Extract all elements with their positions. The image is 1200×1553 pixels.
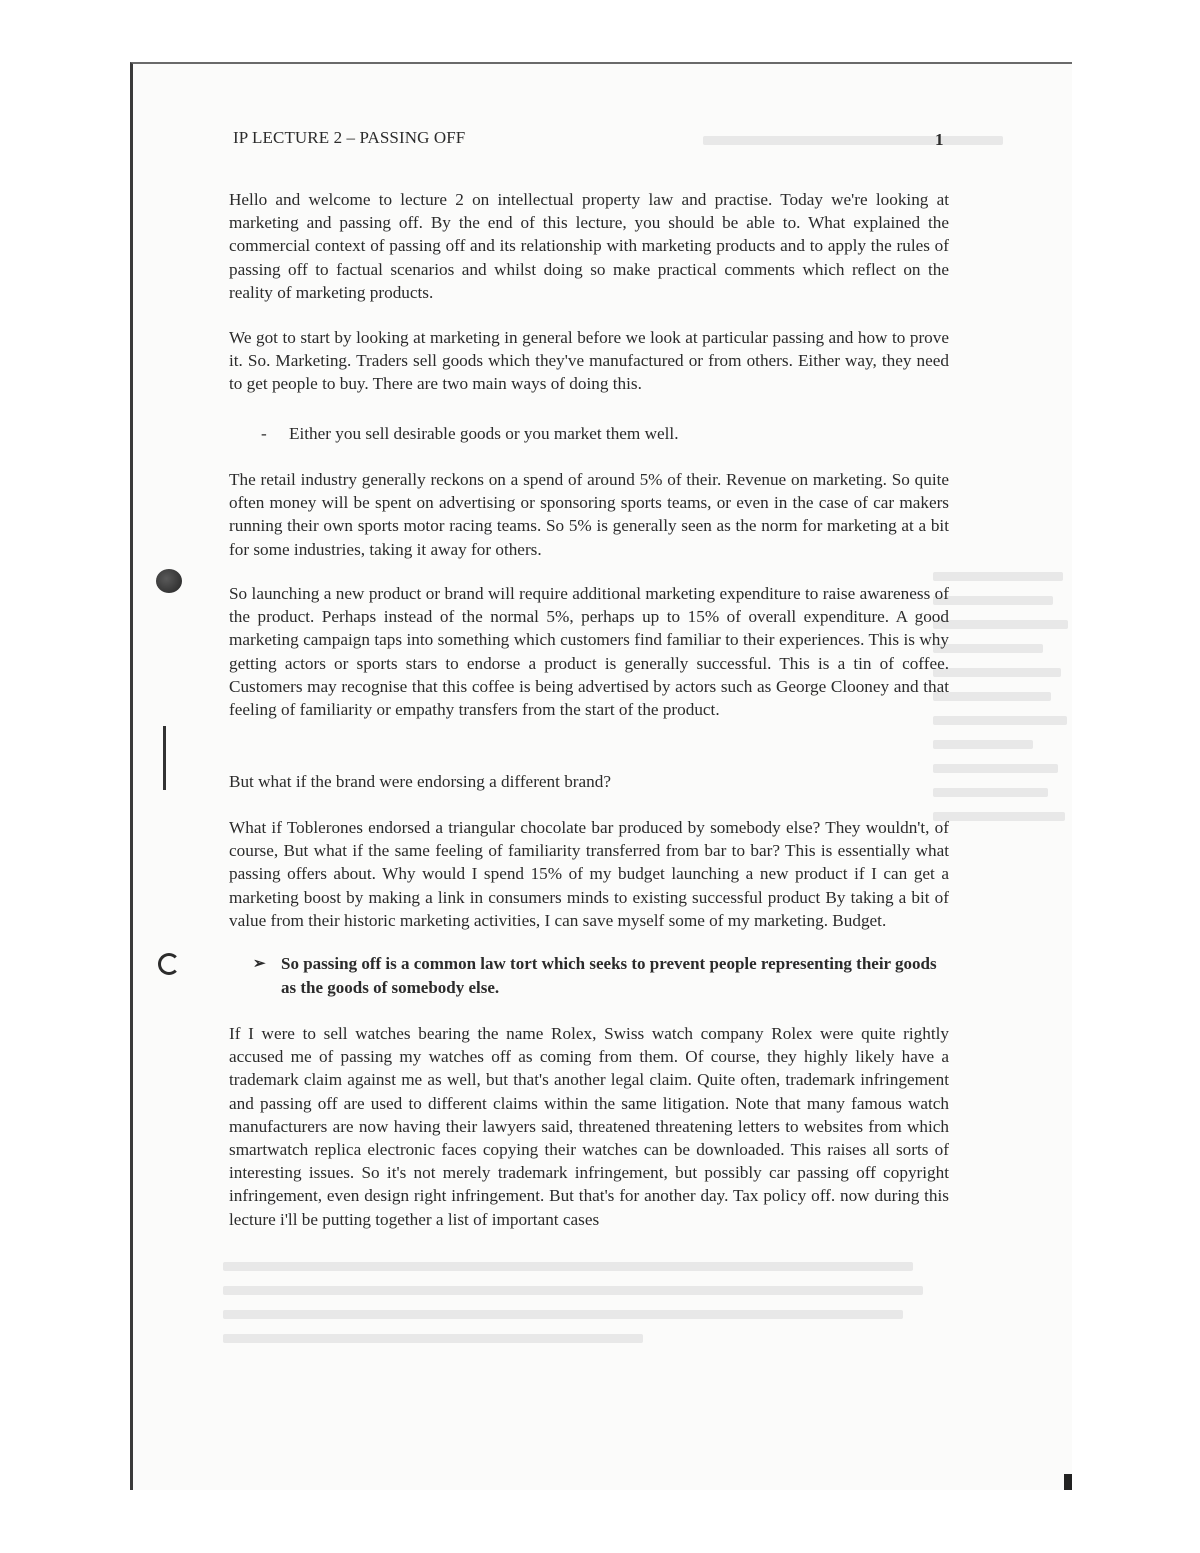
show-through-text xyxy=(933,564,1072,964)
page-number: 1 xyxy=(935,130,944,149)
key-point xyxy=(253,952,943,1000)
pen-mark xyxy=(163,726,166,790)
arrow-bullet-icon: ➢ xyxy=(253,956,266,972)
paragraph-question: But what if the brand were endorsing a different brand? xyxy=(229,772,611,791)
punch-hole-icon xyxy=(156,569,182,593)
bullet-dash: - xyxy=(261,424,267,443)
show-through-footer xyxy=(223,1254,1003,1364)
punch-hole-outline-icon xyxy=(158,953,180,975)
paragraph-marketing: We got to start by looking at marketing in general before we look at particular passing and how to prove it. So. Marketing. Traders sell goods which they've manufactured or from others. Either way, they need to get people to buy. There are two main ways of doing this. xyxy=(229,328,949,394)
paragraph-retail: The retail industry generally reckons on a spend of around 5% of their. Revenue on marketing. So quite often money will be spent on advertising or sponsoring sports teams, or even in the case of car makers running their own sports motor racing teams. So 5% is generally seen as the norm for marketing at a bit for some industries, taking it away for others. xyxy=(229,470,949,559)
bullet-item xyxy=(261,422,679,445)
paragraph-rolex: If I were to sell watches bearing the name Rolex, Swiss watch company Rolex were quite rightly accused me of passing my watches off as coming from them. Of course, they highly likely have a trademark claim against me as well, but that's another legal claim. Quite often, trademark infringement and passing off are used to different claims within the same litigation. Note that many famous watch manufacturers are now having their lawyers said, threatened threatening letters to websites from which smartwatch replica electronic faces copying their watches can be downloaded. This raises all sorts of interesting issues. So it's not merely trademark infringement, but possibly car passing off copyright infringement, even design right infringement. But that's for another day. Tax policy off. now during this lecture i'll be putting together a list of important cases xyxy=(229,1024,949,1229)
page-header: IP LECTURE 2 – PASSING OFF xyxy=(233,128,466,147)
key-point-text: So passing off is a common law tort which seeks to prevent people representing their goods as the goods of somebody else. xyxy=(281,954,937,997)
paragraph-intro: Hello and welcome to lecture 2 on intellectual property law and practise. Today we're looking at marketing and passing off. By the end of this lecture, you should be able to. What explained the commercial context of passing off and its relationship with marketing products and to apply the rules of passing off to factual scenarios and whilst doing so make practical comments which reflect on the reality of marketing products. xyxy=(229,190,949,302)
bullet-text: Either you sell desirable goods or you market them well. xyxy=(289,424,679,443)
paragraph-toblerone: What if Toblerones endorsed a triangular chocolate bar produced by somebody else? They wouldn't, of course, But what if the same feeling of familiarity transferred from bar to bar? This is essentially what passing offers about. Why would I spend 15% of my budget launching a new product if I can get a marketing boost by making a link in consumers minds to existing successful product By taking a bit of value from their historic marketing activities, I can save myself some of my marketing. Budget. xyxy=(229,818,949,930)
page-corner-shadow xyxy=(1064,1474,1072,1490)
document-page xyxy=(130,62,1072,1490)
paragraph-launching: So launching a new product or brand will require additional marketing expenditure to raise awareness of the product. Perhaps instead of the normal 5%, perhaps up to 15% of overall expenditure. A good marketing campaign taps into something which customers find familiar to their experiences. This is why getting actors or sports stars to endorse a product is generally successful. This is a tin of coffee. Customers may recognise that this coffee is being advertised by actors such as George Clooney and that feeling of familiarity or empathy transfers from the start of the product. xyxy=(229,584,949,720)
